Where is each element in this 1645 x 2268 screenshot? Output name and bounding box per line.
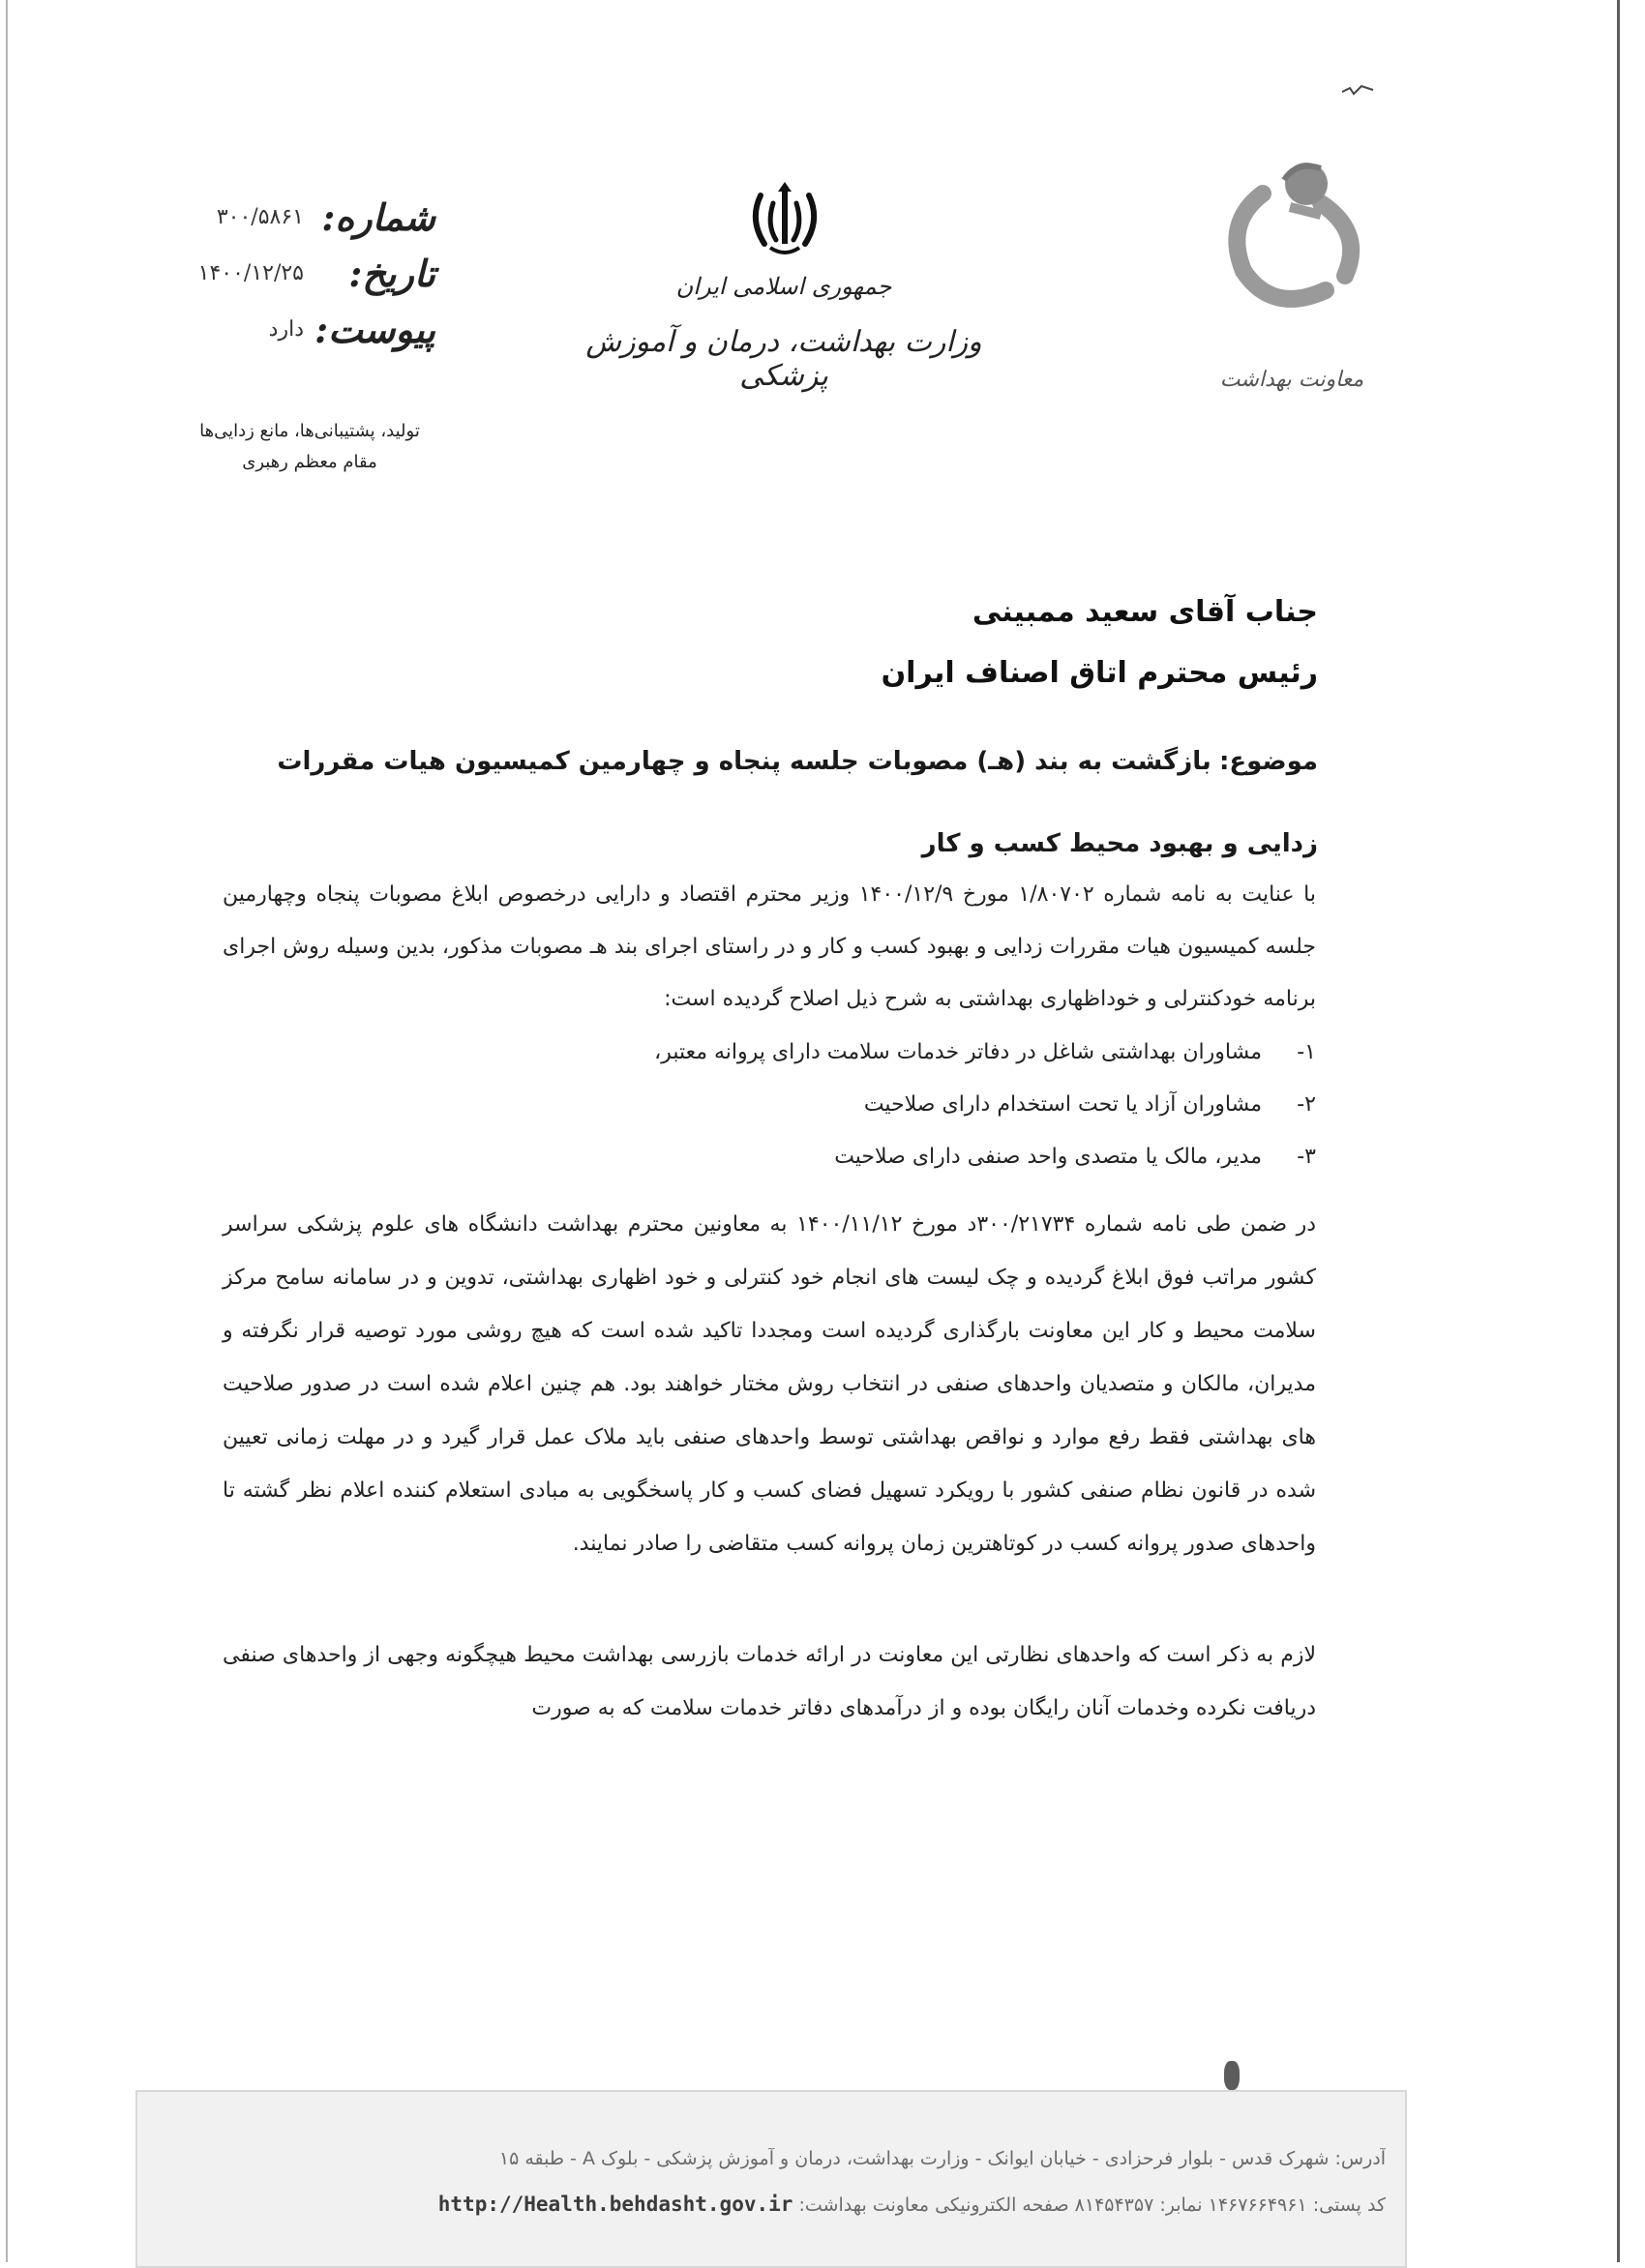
body-paragraph: در ضمن طی نامه شماره ۳۰۰/۲۱۷۳۴د مورخ ۱۴۰۰/۱۱/۱۲ به معاونین محترم بهداشت دانشگاه های علوم پزشکی سراسر کشور مراتب فوق ابلاغ گردیده و چک لیست های انجام خود کنترلی و خود اظهاری بهداشتی، تدوین و در سامانه سامح مرکز سلامت محیط و کار این معاونت بارگذاری گردیده است ومجددا تاکید شده است که هیچ روشی مورد توصیه قرار نگرفته و مدیران، مالکان و متصدیان واحدهای صنفی در انتخاب روش مختار خواهند بود. هم چنین اعلام شده است در صدور صلاحیت های بهداشتی فقط رفع موارد و نواقص بهداشتی توسط واحدهای صنفی باید ملاک عمل قرار گیرد و در مهلت زمانی تعیین شده در قانون نظام صنفی کشور با رویکرد تسهیل فضای کسب و کار پاسخگویی به مبادی استعلام کننده اعلام نظر گشته تا واحدهای صدور پروانه کسب در کوتاهترین زمان پروانه کسب متقاضی را صادر نمایند. [223, 1212, 1316, 1556]
scan-edge-right [1617, 0, 1620, 2262]
ministry-name: وزارت بهداشت، درمان و آموزش پزشکی [585, 325, 982, 393]
conditions-list [223, 1026, 1316, 1182]
slogan-note [184, 416, 435, 478]
scan-edge-left [6, 0, 8, 2262]
list-item [223, 1078, 1316, 1130]
subject-line [254, 721, 1318, 885]
addressee-title: رئیس محترم اتاق اصناف ایران [881, 656, 1318, 690]
footer-address-box [135, 2090, 1407, 2268]
ink-mark [1224, 2061, 1240, 2090]
list-item [223, 1026, 1316, 1078]
date-row [184, 245, 435, 301]
subject-label: موضوع: [1219, 747, 1318, 776]
list-item-text: مدیر، مالک یا متصدی واحد صنفی دارای صلاحیت [834, 1144, 1262, 1169]
country-name: جمهوری اسلامی ایران [675, 273, 892, 300]
list-item-text: مشاوران بهداشتی شاغل در دفاتر خدمات سلامت دارای پروانه معتبر، [654, 1039, 1262, 1064]
attachment-label: پیوست: [314, 307, 435, 351]
slogan-attribution: مقام معظم رهبری [242, 452, 377, 472]
letter-meta [184, 189, 435, 357]
addressee-name: جناب آقای سعید ممبینی [972, 595, 1318, 629]
footer-contact-text: کد پستی: ۱۴۶۷۶۶۴۹۶۱ نمابر: ۸۱۴۵۴۳۵۷ صفحه الکترونیکی معاونت بهداشت: [798, 2194, 1386, 2216]
date-label: تاریخ: [348, 251, 435, 295]
subject-text: بازگشت به بند (هـ) مصوبات جلسه پنجاه و چهارمین کمیسیون هیات مقررات زدایی و بهبود محیط کسب و کار [277, 747, 1318, 858]
date-value: ۱۴۰۰/۱۲/۲۵ [197, 260, 304, 285]
logo-caption: معاونت بهداشت [1219, 368, 1364, 392]
body-paragraph: لازم به ذکر است که واحدهای نظارتی این معاونت در ارائه خدمات بازرسی بهداشت محیط هیچگونه وجهی از واحدهای صنفی دریافت نکرده وخدمات آنان رایگان بوده و از درآمدهای دفاتر خدمات سلامت که به صورت [223, 1643, 1316, 1720]
footer-contact [157, 2193, 1386, 2216]
number-value: ۳۰۰/۵۸۶۱ [216, 204, 304, 229]
list-item [223, 1130, 1316, 1182]
health-deputy-logo-icon [1205, 155, 1379, 319]
iran-emblem-icon [741, 176, 828, 263]
attachment-value: دارد [268, 316, 304, 342]
list-item-number: ۱- [1297, 1039, 1316, 1064]
scribble-mark-icon [1340, 82, 1379, 98]
body-paragraph: با عنایت به نامه شماره ۱/۸۰۷۰۲ مورخ ۱۴۰۰/۱۲/۹ وزیر محترم اقتصاد و دارایی درخصوص ابلاغ مصوبات پنجاه وچهارمین جلسه کمیسیون هیات مقررات زدایی و بهبود کسب و کار و در راستای اجرای بند هـ مصوبات مذکور، بدین وسیله روش اجرای برنامه خودکنترلی و خوداظهاری بهداشتی به شرح ذیل اصلاح گردیده است: [223, 882, 1316, 1011]
footer-website-link[interactable]: http://Health.behdasht.gov.ir [437, 2193, 793, 2216]
number-row [184, 189, 435, 245]
number-label: شماره: [321, 194, 435, 239]
attachment-row [184, 301, 435, 357]
list-item-number: ۲- [1297, 1091, 1316, 1117]
list-item-text: مشاوران آزاد یا تحت استخدام دارای صلاحیت [863, 1091, 1262, 1117]
slogan-line: تولید، پشتیبانی‌ها، مانع زدایی‌ها [199, 421, 420, 441]
list-item-number: ۳- [1297, 1144, 1316, 1169]
footer-address: آدرس: شهرک قدس - بلوار فرحزادی - خیابان ایوانک - وزارت بهداشت، درمان و آموزش پزشکی - بلوک A - طبقه ۱۵ [498, 2148, 1386, 2169]
